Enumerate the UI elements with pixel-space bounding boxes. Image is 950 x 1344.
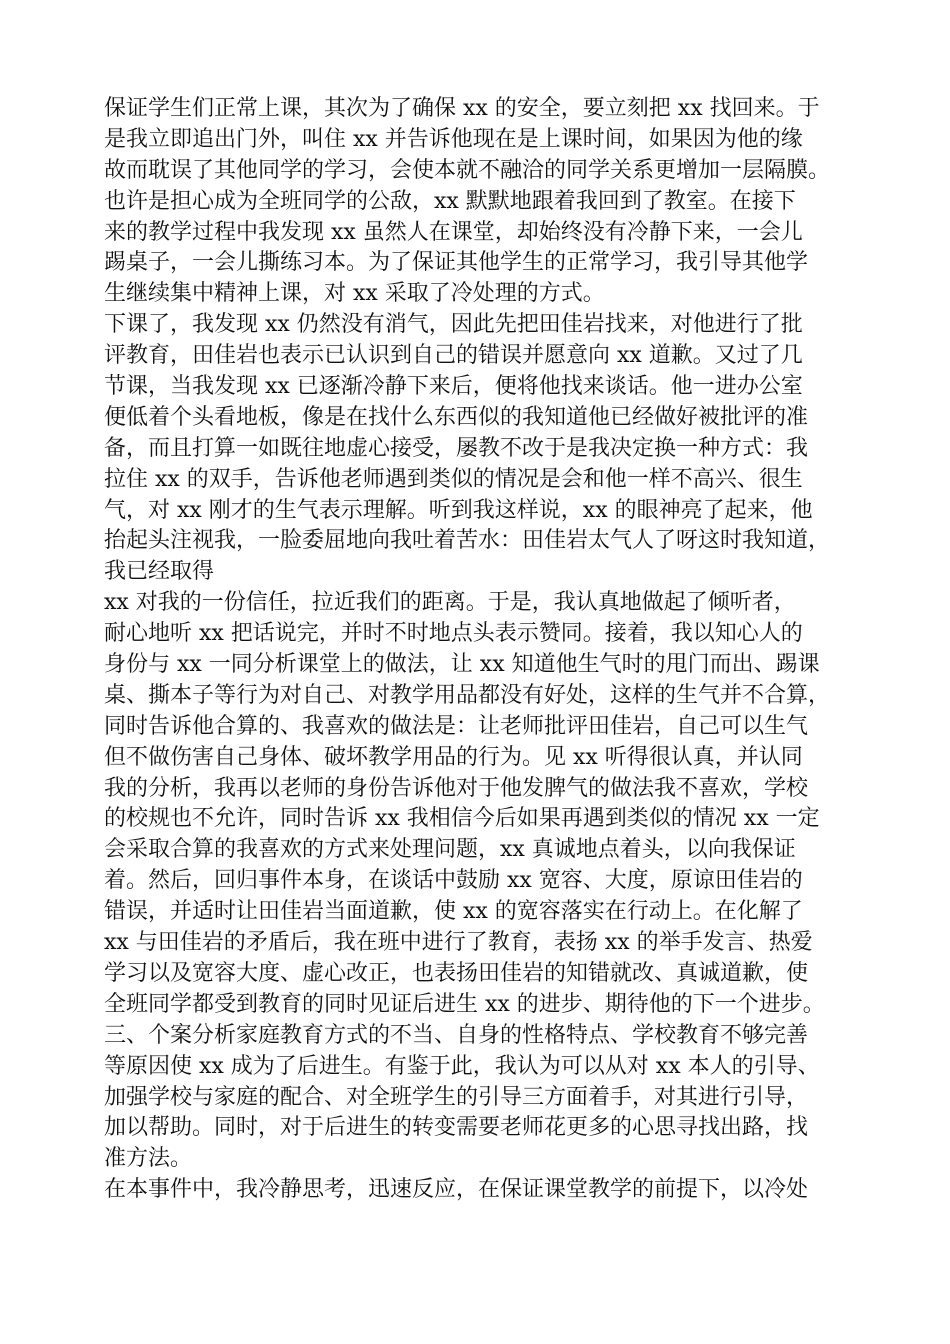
text-line: 加强学校与家庭的配合、对全班学生的引导三方面着手，对其进行引导， [104, 1084, 809, 1110]
text-line: 保证学生们正常上课，其次为了确保 xx 的安全，要立刻把 xx 找回来。于 [104, 96, 820, 121]
text-line: 便低着个头看地板，像是在找什么东西似的我知道他已经做好被批评的准 [104, 404, 809, 430]
text-line: 在本事件中，我冷静思考，迅速反应，在保证课堂教学的前提下，以冷处 [104, 1177, 809, 1203]
text-line: 错误，并适时让田佳岩当面道歉，使 xx 的宽容落实在行动上。在化解了 [104, 899, 803, 925]
text-line: 等原因使 xx 成为了后进生。有鉴于此，我认为可以从对 xx 本人的引导、 [104, 1053, 820, 1079]
text-line: 下课了，我发现 xx 仍然没有消气，因此先把田佳岩找来，对他进行了批 [104, 312, 803, 338]
text-line: 的校规也不允许，同时告诉 xx 我相信今后如果再遇到类似的情况 xx 一定 [104, 806, 820, 832]
text-line: xx 与田佳岩的矛盾后，我在班中进行了教育，表扬 xx 的举手发言、热爱 [104, 930, 813, 956]
text-line: 桌、撕本子等行为对自己、对教学用品都没有好处，这样的生气并不合算， [104, 682, 831, 708]
text-line: 拉住 xx 的双手，告诉他老师遇到类似的情况是会和他一样不高兴、很生 [104, 466, 803, 492]
text-line: 生继续集中精神上课，对 xx 采取了冷处理的方式。 [104, 281, 605, 307]
text-line: 备，而且打算一如既往地虚心接受，屡教不改于是我决定换一种方式：我 [104, 435, 809, 461]
text-line: 会采取合算的我喜欢的方式来处理问题，xx 真诚地点着头，以向我保证 [104, 837, 796, 863]
text-line: 但不做伤害自己身体、破坏教学用品的行为。见 xx 听得很认真，并认同 [104, 744, 803, 770]
text-line: 同时告诉他合算的、我喜欢的做法是：让老师批评田佳岩，自己可以生气 [104, 713, 809, 739]
text-line: 来的教学过程中我发现 xx 虽然人在课堂，却始终没有冷静下来，一会儿 [104, 219, 803, 245]
text-line: 耐心地听 xx 把话说完，并时不时地点头表示赞同。接着，我以知心人的 [104, 621, 803, 647]
text-line: 气，对 xx 刚才的生气表示理解。听到我这样说，xx 的眼神亮了起来，他 [104, 497, 813, 523]
text-line: 着。然后，回归事件本身，在谈话中鼓励 xx 宽容、大度，原谅田佳岩的 [104, 868, 803, 894]
text-line: 学习以及宽容大度、虚心改正，也表扬田佳岩的知错就改、真诚道歉，使 [104, 960, 809, 986]
text-line: 也许是担心成为全班同学的公敌，xx 默默地跟着我回到了教室。在接下 [104, 188, 796, 214]
text-line: 我已经取得 [104, 559, 215, 585]
text-line: 是我立即追出门外，叫住 xx 并告诉他现在是上课时间，如果因为他的缘 [104, 126, 803, 152]
text-line: 准方法。 [104, 1146, 193, 1172]
text-line: 评教育，田佳岩也表示已认识到自己的错误并愿意向 xx 道歉。又过了几 [104, 343, 803, 369]
text-line: 抬起头注视我，一脸委屈地向我吐着苦水：田佳岩太气人了呀这时我知道， [104, 528, 831, 554]
text-line: 加以帮助。同时，对于后进生的转变需要老师花更多的心思寻找出路，找 [104, 1115, 809, 1141]
text-line: xx 对我的一份信任，拉近我们的距离。于是，我认真地做起了倾听者， [104, 590, 796, 616]
text-line: 全班同学都受到教育的同时见证后进生 xx 的进步、期待他的下一个进步。 [104, 991, 825, 1017]
text-line: 故而耽误了其他同学的学习，会使本就不融洽的同学关系更增加一层隔膜。 [104, 157, 831, 183]
text-line: 三、个案分析家庭教育方式的不当、自身的性格特点、学校教育不够完善 [104, 1022, 809, 1048]
text-line: 身份与 xx 一同分析课堂上的做法，让 xx 知道他生气时的甩门而出、踢课 [104, 652, 820, 678]
text-line: 踢桌子，一会儿撕练习本。为了保证其他学生的正常学习，我引导其他学 [104, 250, 809, 276]
body-text [104, 94, 864, 1206]
text-line: 我的分析，我再以老师的身份告诉他对于他发脾气的做法我不喜欢，学校 [104, 775, 809, 801]
text-line: 节课，当我发现 xx 已逐渐冷静下来后，便将他找来谈话。他一进办公室 [104, 374, 803, 400]
